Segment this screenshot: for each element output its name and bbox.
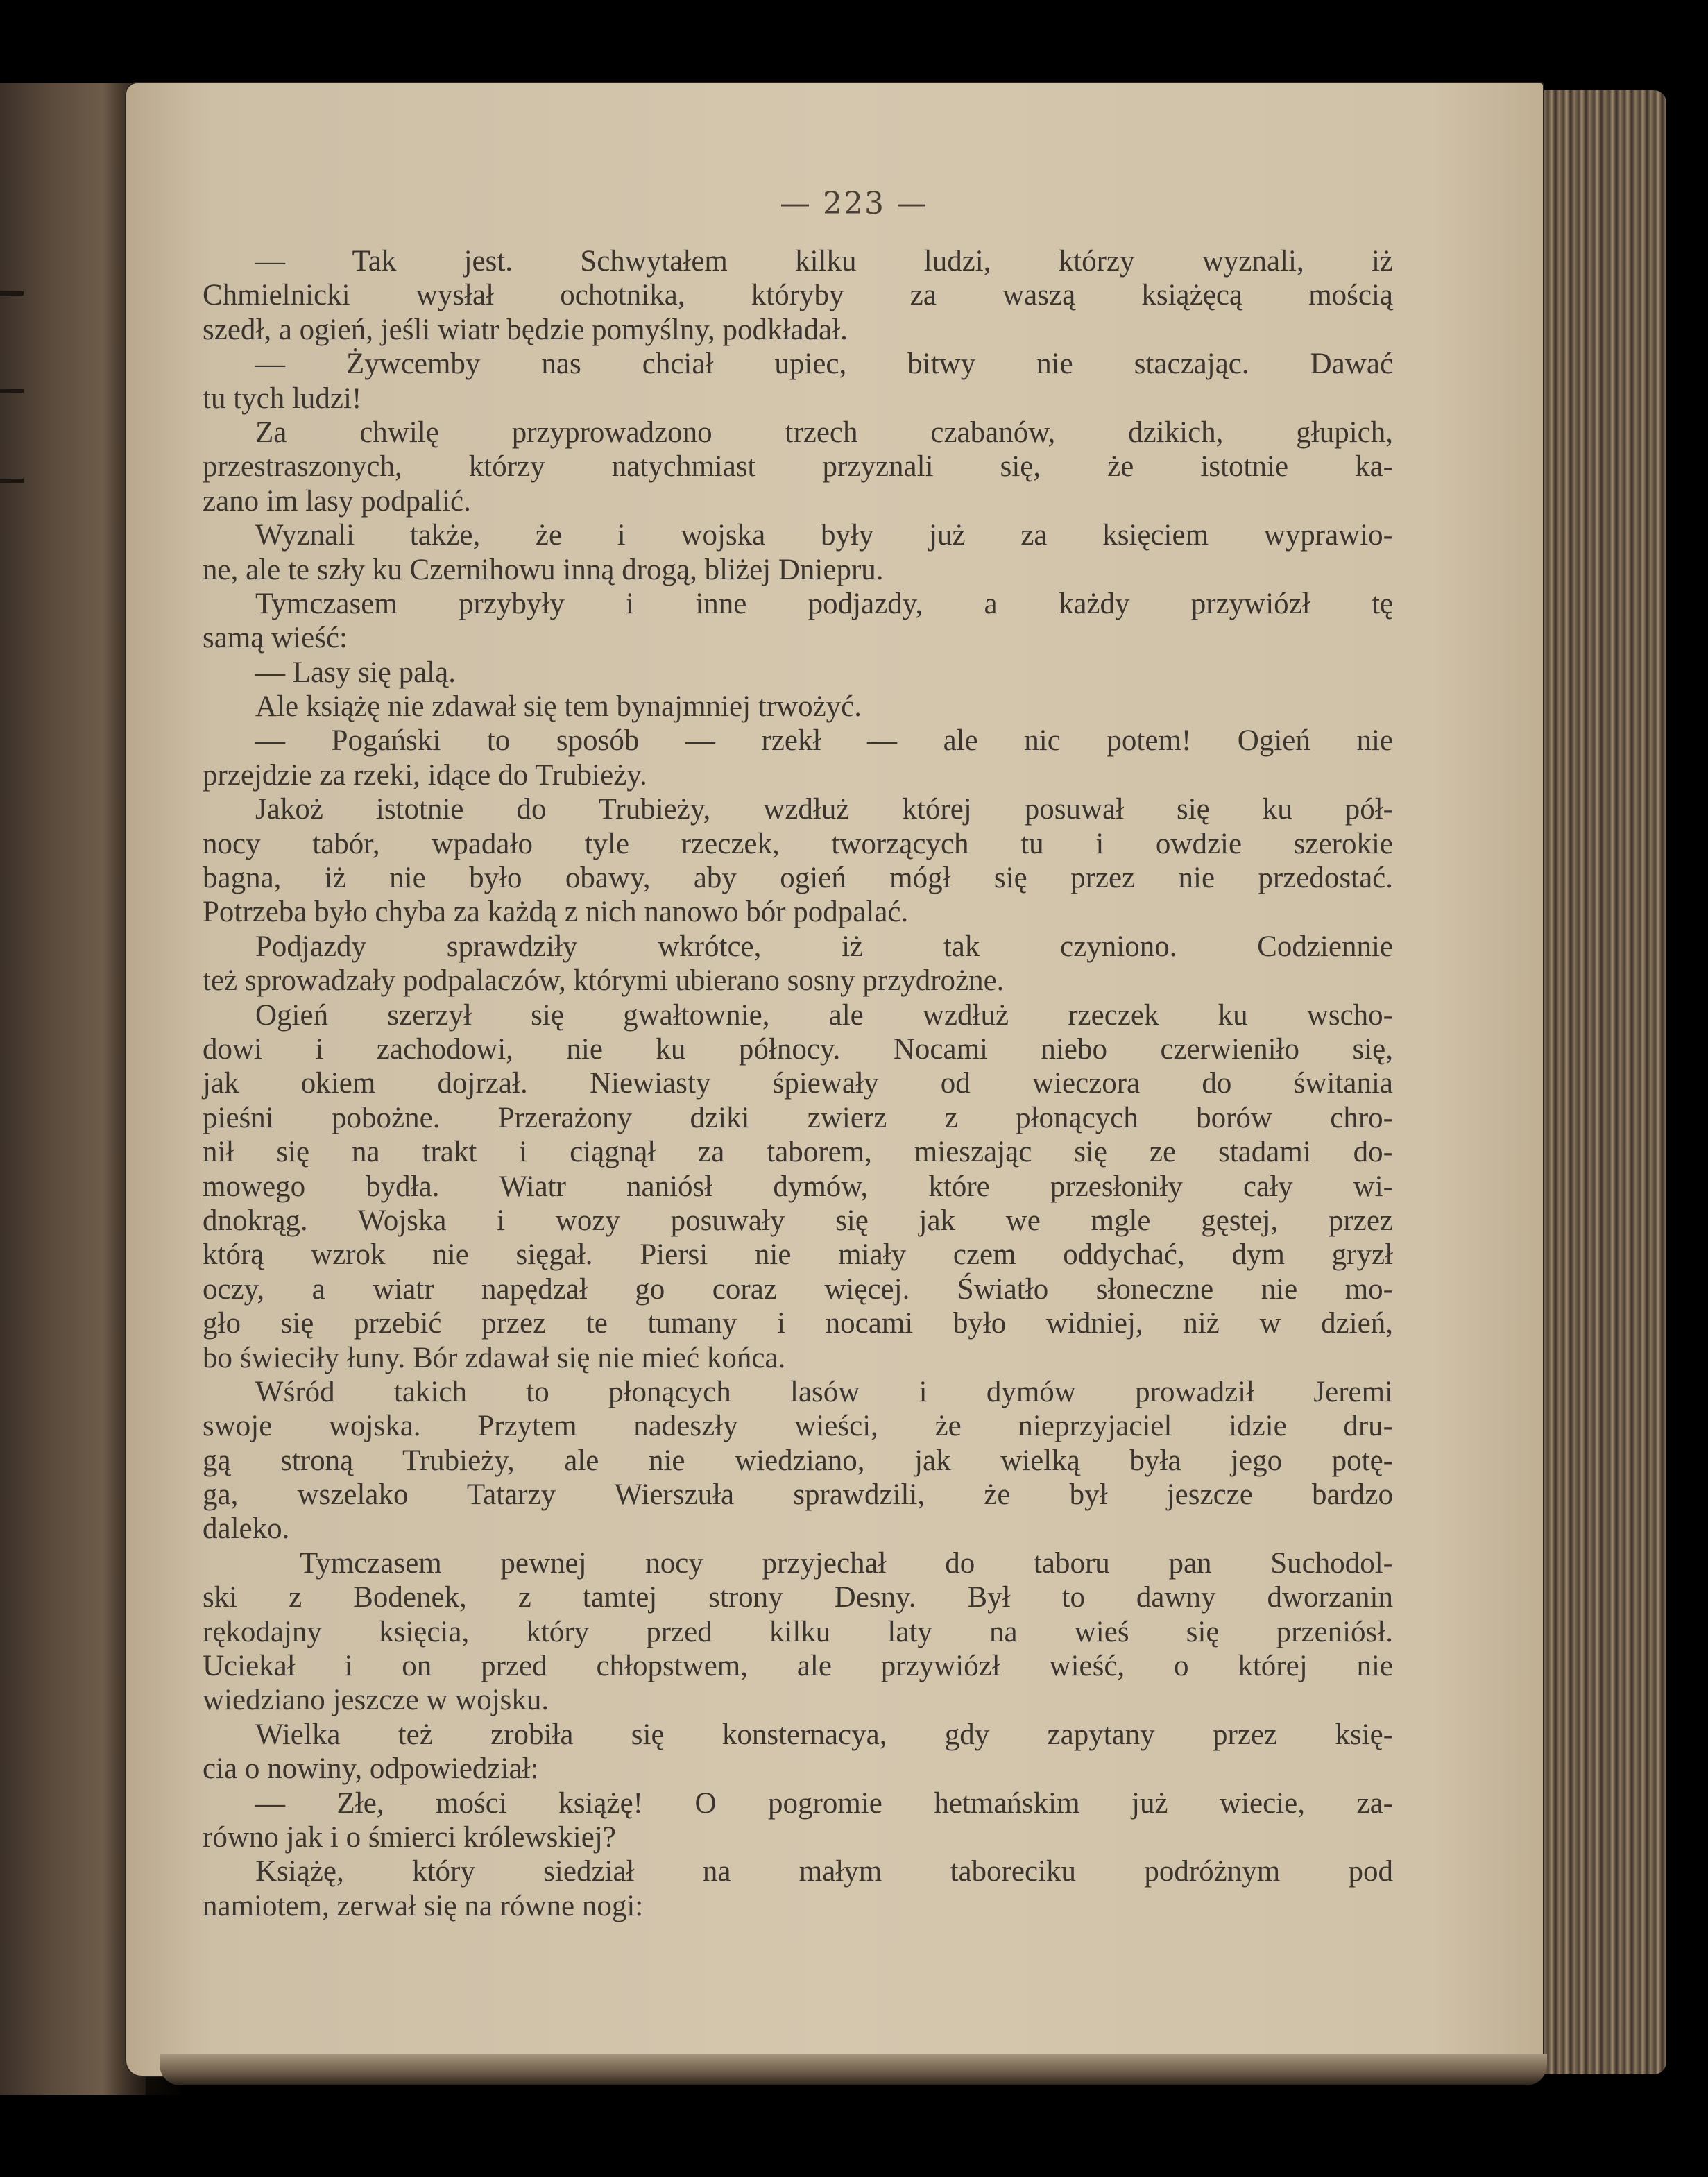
text-line: — Pogański to sposób — rzekł — ale nic potem! Ogień nie [255, 724, 1393, 758]
text-line: mowego bydła. Wiatr naniósł dymów, które przesłoniły cały wi- [203, 1170, 1393, 1203]
text-line: nił się na trakt i ciągnął za taborem, mieszając się ze stadami do- [203, 1136, 1393, 1169]
text-line: Podjazdy sprawdziły wkrótce, iż tak czyniono. Codziennie [255, 930, 1393, 963]
page-block-edges [1544, 90, 1666, 2074]
page-mark [0, 291, 24, 296]
text-line: Tymczasem przybyły i inne podjazdy, a każdy przywiózł tę [255, 587, 1393, 620]
text-line: zano im lasy podpalić. [203, 484, 471, 518]
text-line: Uciekał i on przed chłopstwem, ale przywiózł wieść, o której nie [203, 1650, 1393, 1683]
text-line: szedł, a ogień, jeśli wiatr będzie pomyślny, podkładał. [203, 313, 848, 346]
text-line: równo jak i o śmierci królewskiej? [203, 1820, 616, 1854]
text-line: którą wzrok nie sięgał. Piersi nie miały czem oddychać, dym gryzł [203, 1238, 1393, 1272]
text-line: przestraszonych, którzy natychmiast przyznali się, że istotnie ka- [203, 450, 1393, 484]
text-line: Wielka też zrobiła się konsternacya, gdy zapytany przez księ- [255, 1718, 1393, 1751]
text-line: gło się przebić przez te tumany i nocami było widniej, niż w dzień, [203, 1307, 1393, 1340]
text-line: ga, wszelako Tatarzy Wierszuła sprawdzili, że był jeszcze bardzo [203, 1478, 1393, 1512]
text-line: oczy, a wiatr napędzał go coraz więcej. Światło słoneczne nie mo- [203, 1272, 1393, 1306]
text-line: tu tych ludzi! [203, 382, 362, 415]
text-line: ski z Bodenek, z tamtej strony Desny. Był to dawny dworzanin [203, 1581, 1393, 1614]
text-line: nocy tabór, wpadało tyle rzeczek, tworzących tu i owdzie szerokie [203, 827, 1393, 860]
text-line: Ale książę nie zdawał się tem bynajmniej trwożyć. [255, 690, 862, 724]
text-line: Za chwilę przyprowadzono trzech czabanów, dzikich, głupich, [255, 416, 1393, 449]
text-line: przejdzie za rzeki, idące do Trubieży. [203, 758, 647, 792]
text-line: pieśni pobożne. Przerażony dziki zwierz z płonących borów chro- [203, 1101, 1393, 1134]
text-line: samą wieść: [203, 622, 348, 655]
text-line: — Żywcemby nas chciał upiec, bitwy nie staczając. Dawać [255, 348, 1393, 381]
text-line: jak okiem dojrzał. Niewiasty śpiewały od wieczora do świtania [203, 1067, 1393, 1100]
text-line: Ogień szerzył się gwałtownie, ale wzdłuż rzeczek ku wscho- [255, 998, 1393, 1032]
text-line: — Tak jest. Schwytałem kilku ludzi, którzy wyznali, iż [255, 245, 1393, 278]
text-line: swoje wojska. Przytem nadeszły wieści, że nieprzyjaciel idzie dru- [203, 1410, 1393, 1443]
page-mark [0, 479, 24, 483]
text-line: też sprowadzały podpalaczów, którymi ubierano sosny przydrożne. [203, 964, 1005, 998]
text-line: Chmielnicki wysłał ochotnika, któryby za waszą książęcą mością [203, 279, 1393, 312]
page-bottom-edge [160, 2054, 1547, 2085]
text-line: — Lasy się palą. [255, 656, 456, 689]
text-line: bagna, iż nie było obawy, aby ogień mógł się przez nie przedostać. [203, 862, 1393, 895]
text-line: Tymczasem pewnej nocy przyjechał do taboru pan Suchodol- [300, 1546, 1393, 1580]
text-line: Wśród takich to płonących lasów i dymów prowadził Jeremi [255, 1375, 1393, 1408]
text-line: — Złe, mości książę! O pogromie hetmańskim już wiecie, za- [255, 1786, 1393, 1820]
page-number: — 223 — [780, 186, 928, 221]
text-line: Potrzeba było chyba za każdą z nich nanowo bór podpalać. [203, 896, 909, 929]
text-line: dowi i zachodowi, nie ku północy. Nocami niebo czerwieniło się, [203, 1032, 1393, 1066]
text-line: namiotem, zerwał się na równe nogi: [203, 1889, 644, 1922]
text-line: ne, ale te szły ku Czernihowu inną drogą, bliżej Dniepru. [203, 553, 884, 586]
text-line: cia o nowiny, odpowiedział: [203, 1752, 539, 1786]
page-text [203, 244, 1393, 1923]
text-line: rękodajny księcia, który przed kilku laty na wieś się przeniósł. [203, 1615, 1393, 1648]
text-line: dnokrąg. Wojska i wozy posuwały się jak we mgle gęstej, przez [203, 1204, 1393, 1237]
text-line: Jakoż istotnie do Trubieży, wzdłuż której posuwał się ku pół- [255, 793, 1393, 826]
text-line: bo świeciły łuny. Bór zdawał się nie mieć końca. [203, 1341, 786, 1374]
page-mark [0, 389, 24, 393]
text-line: daleko. [203, 1512, 290, 1546]
text-line: Książę, który siedział na małym taboreciku podróżnym pod [255, 1855, 1393, 1888]
text-line: wiedziano jeszcze w wojsku. [203, 1684, 549, 1717]
text-line: Wyznali także, że i wojska były już za księciem wyprawio- [255, 519, 1393, 552]
text-line: gą stroną Trubieży, ale nie wiedziano, jak wielką była jego potę- [203, 1444, 1393, 1477]
